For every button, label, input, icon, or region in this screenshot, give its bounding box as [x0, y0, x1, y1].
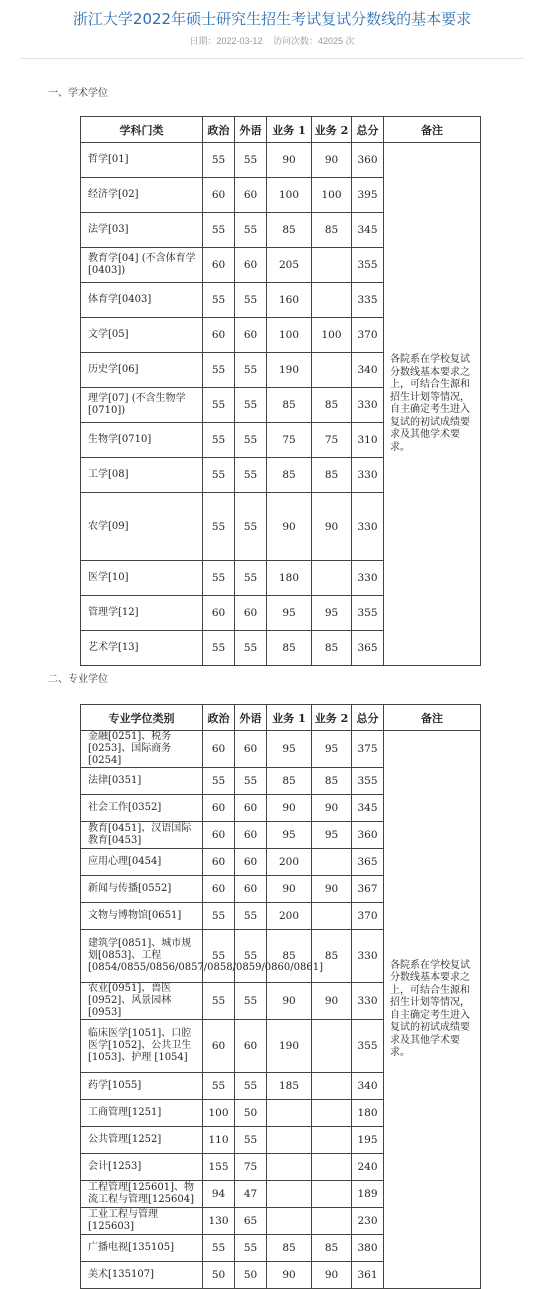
- total-cell: 330: [352, 388, 384, 423]
- subject1-cell: 85: [267, 631, 312, 666]
- academic-table: [80, 116, 481, 666]
- language-cell: 75: [235, 1154, 267, 1181]
- subject1-cell: 200: [267, 849, 312, 876]
- language-cell: 55: [235, 1235, 267, 1262]
- subject1-cell: 85: [267, 768, 312, 795]
- total-cell: 355: [352, 768, 384, 795]
- name-cell: 社会工作[0352]: [81, 795, 203, 822]
- subject1-cell: [267, 1181, 312, 1208]
- remarks-text: 各院系在学校复试分数线基本要求之上，可结合生源和招生计划等情况，自主确定考生进入复试的初试成绩要求及其他学术要求。: [390, 959, 470, 1058]
- name-cell: 应用心理[0454]: [81, 849, 203, 876]
- subject2-cell: [312, 1100, 352, 1127]
- table-row: [81, 143, 481, 178]
- column-header: 业务 1: [267, 705, 312, 731]
- subject2-cell: 85: [312, 631, 352, 666]
- language-cell: 50: [235, 1100, 267, 1127]
- name-cell: 建筑学[0851]、城市规划[0853]、工程[0854/0855/0856/0857/0858/0859/0860/0861]: [81, 930, 203, 983]
- subject1-cell: 95: [267, 822, 312, 849]
- subject2-cell: 95: [312, 731, 352, 768]
- view-count: 访问次数：42025 次: [273, 36, 355, 46]
- total-cell: 380: [352, 1235, 384, 1262]
- politics-cell: 60: [203, 318, 235, 353]
- language-cell: 60: [235, 1020, 267, 1073]
- total-cell: 195: [352, 1127, 384, 1154]
- professional-heading: 二、专业学位: [48, 674, 108, 685]
- subject1-cell: [267, 1154, 312, 1181]
- total-cell: 345: [352, 213, 384, 248]
- subject2-cell: 75: [312, 423, 352, 458]
- subject2-cell: 90: [312, 143, 352, 178]
- total-cell: 355: [352, 596, 384, 631]
- column-header: 政治: [203, 705, 235, 731]
- language-cell: 55: [235, 143, 267, 178]
- language-cell: 60: [235, 795, 267, 822]
- subject1-cell: 160: [267, 283, 312, 318]
- total-cell: 365: [352, 849, 384, 876]
- name-cell: 文物与博物馆[0651]: [81, 903, 203, 930]
- total-cell: 355: [352, 248, 384, 283]
- politics-cell: 60: [203, 178, 235, 213]
- name-cell: 教育学[04] (不含体育学[0403]): [81, 248, 203, 283]
- total-cell: 367: [352, 876, 384, 903]
- total-cell: 360: [352, 822, 384, 849]
- subject2-cell: 90: [312, 493, 352, 561]
- subject1-cell: [267, 1127, 312, 1154]
- column-header: 政治: [203, 117, 235, 143]
- politics-cell: 55: [203, 903, 235, 930]
- language-cell: 55: [235, 423, 267, 458]
- table-row: [81, 731, 481, 768]
- name-cell: 文学[05]: [81, 318, 203, 353]
- language-cell: 55: [235, 458, 267, 493]
- language-cell: 55: [235, 768, 267, 795]
- subject2-cell: 90: [312, 983, 352, 1020]
- subject2-cell: 85: [312, 388, 352, 423]
- subject2-cell: [312, 248, 352, 283]
- politics-cell: 110: [203, 1127, 235, 1154]
- remarks-text: 各院系在学校复试分数线基本要求之上，可结合生源和招生计划等情况，自主确定考生进入复试的初试成绩要求及其他学术要求。: [390, 354, 470, 453]
- politics-cell: 55: [203, 283, 235, 318]
- publish-date: 日期：2022-03-12: [189, 36, 263, 46]
- politics-cell: 55: [203, 213, 235, 248]
- name-cell: 哲学[01]: [81, 143, 203, 178]
- name-cell: 工业工程与管理[125603]: [81, 1208, 203, 1235]
- politics-cell: 60: [203, 731, 235, 768]
- subject1-cell: [267, 1208, 312, 1235]
- language-cell: 55: [235, 493, 267, 561]
- politics-cell: 55: [203, 353, 235, 388]
- column-header: 总分: [352, 117, 384, 143]
- name-cell: 经济学[02]: [81, 178, 203, 213]
- total-cell: 375: [352, 731, 384, 768]
- politics-cell: 60: [203, 822, 235, 849]
- subject2-cell: [312, 283, 352, 318]
- subject2-cell: 90: [312, 876, 352, 903]
- name-cell: 历史学[06]: [81, 353, 203, 388]
- politics-cell: 55: [203, 423, 235, 458]
- total-cell: 360: [352, 143, 384, 178]
- language-cell: 55: [235, 353, 267, 388]
- language-cell: 55: [235, 1073, 267, 1100]
- total-cell: 230: [352, 1208, 384, 1235]
- politics-cell: 55: [203, 388, 235, 423]
- subject1-cell: 100: [267, 178, 312, 213]
- politics-cell: 55: [203, 631, 235, 666]
- subject2-cell: 95: [312, 596, 352, 631]
- name-cell: 艺术学[13]: [81, 631, 203, 666]
- politics-cell: 55: [203, 983, 235, 1020]
- subject2-cell: [312, 903, 352, 930]
- total-cell: 330: [352, 561, 384, 596]
- column-header: 业务 2: [312, 117, 352, 143]
- language-cell: 60: [235, 178, 267, 213]
- subject1-cell: 205: [267, 248, 312, 283]
- politics-cell: 50: [203, 1262, 235, 1289]
- politics-cell: 60: [203, 849, 235, 876]
- subject2-cell: [312, 849, 352, 876]
- subject2-cell: 85: [312, 1235, 352, 1262]
- language-cell: 55: [235, 388, 267, 423]
- name-cell: 医学[10]: [81, 561, 203, 596]
- subject2-cell: 100: [312, 178, 352, 213]
- language-cell: 55: [235, 930, 267, 983]
- subject2-cell: 90: [312, 795, 352, 822]
- subject1-cell: 185: [267, 1073, 312, 1100]
- total-cell: 395: [352, 178, 384, 213]
- subject1-cell: 85: [267, 458, 312, 493]
- politics-cell: 100: [203, 1100, 235, 1127]
- language-cell: 60: [235, 822, 267, 849]
- politics-cell: 55: [203, 493, 235, 561]
- language-cell: 55: [235, 983, 267, 1020]
- page-title: 浙江大学2022年硕士研究生招生考试复试分数线的基本要求: [72, 10, 472, 28]
- subject2-cell: [312, 1208, 352, 1235]
- language-cell: 60: [235, 318, 267, 353]
- politics-cell: 55: [203, 768, 235, 795]
- total-cell: 330: [352, 458, 384, 493]
- politics-cell: 55: [203, 930, 235, 983]
- subject2-cell: [312, 1154, 352, 1181]
- total-cell: 361: [352, 1262, 384, 1289]
- name-cell: 管理学[12]: [81, 596, 203, 631]
- language-cell: 55: [235, 903, 267, 930]
- language-cell: 55: [235, 631, 267, 666]
- politics-cell: 94: [203, 1181, 235, 1208]
- column-header: 备注: [384, 117, 481, 143]
- politics-cell: 60: [203, 248, 235, 283]
- subject2-cell: 85: [312, 768, 352, 795]
- language-cell: 50: [235, 1262, 267, 1289]
- name-cell: 体育学[0403]: [81, 283, 203, 318]
- total-cell: 370: [352, 318, 384, 353]
- subject1-cell: 90: [267, 143, 312, 178]
- language-cell: 55: [235, 213, 267, 248]
- total-cell: 310: [352, 423, 384, 458]
- subject1-cell: 90: [267, 795, 312, 822]
- subject1-cell: 90: [267, 493, 312, 561]
- name-cell: 生物学[0710]: [81, 423, 203, 458]
- column-header: 业务 1: [267, 117, 312, 143]
- remarks-cell: [384, 143, 481, 666]
- name-cell: 会计[1253]: [81, 1154, 203, 1181]
- politics-cell: 55: [203, 561, 235, 596]
- column-header: 业务 2: [312, 705, 352, 731]
- name-cell: 美术[135107]: [81, 1262, 203, 1289]
- politics-cell: 55: [203, 458, 235, 493]
- subject2-cell: 85: [312, 458, 352, 493]
- name-cell: 农学[09]: [81, 493, 203, 561]
- subject1-cell: 90: [267, 983, 312, 1020]
- subject2-cell: 85: [312, 930, 352, 983]
- total-cell: 340: [352, 1073, 384, 1100]
- subject1-cell: 85: [267, 213, 312, 248]
- header-row: [81, 117, 481, 143]
- subject1-cell: 90: [267, 1262, 312, 1289]
- name-cell: 法律[0351]: [81, 768, 203, 795]
- total-cell: 330: [352, 930, 384, 983]
- subject2-cell: [312, 561, 352, 596]
- subject2-cell: [312, 1181, 352, 1208]
- politics-cell: 55: [203, 1235, 235, 1262]
- name-cell: 工学[08]: [81, 458, 203, 493]
- name-cell: 工程管理[125601]、物流工程与管理[125604]: [81, 1181, 203, 1208]
- language-cell: 60: [235, 248, 267, 283]
- subject2-cell: 100: [312, 318, 352, 353]
- subject1-cell: 190: [267, 353, 312, 388]
- total-cell: 330: [352, 493, 384, 561]
- language-cell: 60: [235, 731, 267, 768]
- subject1-cell: 90: [267, 876, 312, 903]
- subject2-cell: [312, 1127, 352, 1154]
- subject1-cell: 75: [267, 423, 312, 458]
- politics-cell: 155: [203, 1154, 235, 1181]
- total-cell: 355: [352, 1020, 384, 1073]
- total-cell: 189: [352, 1181, 384, 1208]
- subject1-cell: 85: [267, 388, 312, 423]
- subject1-cell: [267, 1100, 312, 1127]
- subject2-cell: [312, 1020, 352, 1073]
- politics-cell: 60: [203, 1020, 235, 1073]
- subject1-cell: 190: [267, 1020, 312, 1073]
- language-cell: 55: [235, 283, 267, 318]
- professional-table: [80, 704, 481, 1289]
- language-cell: 65: [235, 1208, 267, 1235]
- politics-cell: 60: [203, 795, 235, 822]
- total-cell: 365: [352, 631, 384, 666]
- name-cell: 理学[07] (不含生物学[0710]): [81, 388, 203, 423]
- total-cell: 240: [352, 1154, 384, 1181]
- name-cell: 临床医学[1051]、口腔医学[1052]、公共卫生[1053]、护理 [1054]: [81, 1020, 203, 1073]
- name-cell: 药学[1055]: [81, 1073, 203, 1100]
- column-header: 学科门类: [81, 117, 203, 143]
- column-header: 总分: [352, 705, 384, 731]
- remarks-cell: [384, 731, 481, 1289]
- subject1-cell: 180: [267, 561, 312, 596]
- academic-heading: 一、学术学位: [48, 88, 108, 99]
- language-cell: 55: [235, 1127, 267, 1154]
- politics-cell: 55: [203, 1073, 235, 1100]
- total-cell: 335: [352, 283, 384, 318]
- article-meta: [0, 34, 544, 47]
- politics-cell: 55: [203, 143, 235, 178]
- language-cell: 60: [235, 596, 267, 631]
- column-header: 备注: [384, 705, 481, 731]
- total-cell: 345: [352, 795, 384, 822]
- politics-cell: 130: [203, 1208, 235, 1235]
- name-cell: 广播电视[135105]: [81, 1235, 203, 1262]
- name-cell: 教育[0451]、汉语国际教育[0453]: [81, 822, 203, 849]
- language-cell: 47: [235, 1181, 267, 1208]
- total-cell: 340: [352, 353, 384, 388]
- subject1-cell: 95: [267, 731, 312, 768]
- subject1-cell: 95: [267, 596, 312, 631]
- subject2-cell: 85: [312, 213, 352, 248]
- name-cell: 金融[0251]、税务[0253]、国际商务[0254]: [81, 731, 203, 768]
- divider: [20, 58, 524, 59]
- subject2-cell: 90: [312, 1262, 352, 1289]
- name-cell: 新闻与传播[0552]: [81, 876, 203, 903]
- column-header: 外语: [235, 705, 267, 731]
- name-cell: 农业[0951]、兽医[0952]、风景园林[0953]: [81, 983, 203, 1020]
- subject1-cell: 200: [267, 903, 312, 930]
- name-cell: 工商管理[1251]: [81, 1100, 203, 1127]
- column-header: 专业学位类别: [81, 705, 203, 731]
- header-row: [81, 705, 481, 731]
- politics-cell: 60: [203, 596, 235, 631]
- column-header: 外语: [235, 117, 267, 143]
- name-cell: 法学[03]: [81, 213, 203, 248]
- language-cell: 55: [235, 561, 267, 596]
- subject1-cell: 100: [267, 318, 312, 353]
- total-cell: 180: [352, 1100, 384, 1127]
- subject1-cell: 85: [267, 1235, 312, 1262]
- total-cell: 330: [352, 983, 384, 1020]
- total-cell: 370: [352, 903, 384, 930]
- name-cell: 公共管理[1252]: [81, 1127, 203, 1154]
- language-cell: 60: [235, 876, 267, 903]
- subject2-cell: [312, 1073, 352, 1100]
- subject1-cell: 85: [267, 930, 312, 983]
- subject2-cell: 95: [312, 822, 352, 849]
- subject2-cell: [312, 353, 352, 388]
- politics-cell: 60: [203, 876, 235, 903]
- language-cell: 60: [235, 849, 267, 876]
